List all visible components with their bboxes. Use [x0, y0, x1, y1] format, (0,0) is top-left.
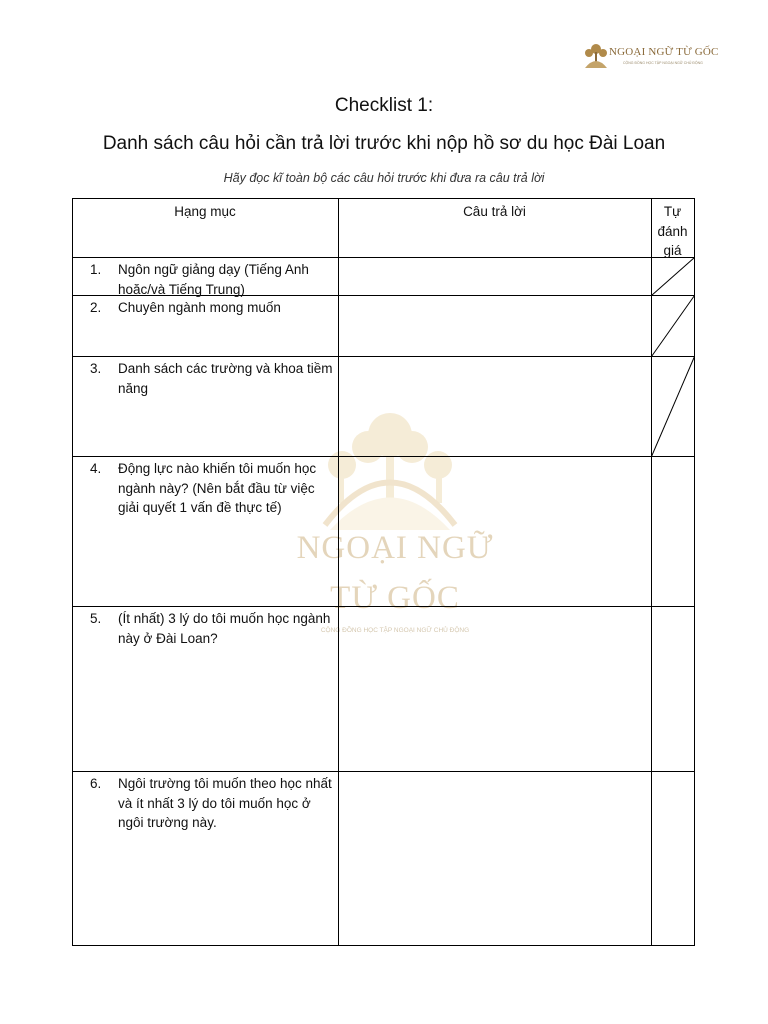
answer-cell[interactable] [339, 296, 651, 356]
row-number: 3. [90, 361, 102, 376]
row-question: Chuyên ngành mong muốn [118, 300, 281, 315]
watermark-line3: CỘNG ĐỒNG HỌC TẬP NGOẠI NGỮ CHỦ ĐỘNG [320, 627, 470, 634]
row-number: 1. [90, 262, 102, 277]
column-header-answer: Câu trả lời [463, 204, 526, 219]
self-assessment-cell[interactable] [652, 296, 694, 356]
page-title: Checklist 1: [334, 95, 434, 116]
page-subtitle: Danh sách câu hỏi cần trả lời trước khi nộp hồ sơ du học Đài Loan [102, 133, 666, 154]
column-header-item: Hạng mục [174, 204, 236, 219]
row-question: (Ít nhất) 3 lý do tôi muốn học ngành này ở Đài Loan? [118, 611, 331, 646]
row-number: 6. [90, 776, 102, 791]
self-assessment-cell[interactable] [652, 357, 694, 456]
answer-cell[interactable] [339, 357, 651, 456]
row-number: 5. [90, 611, 102, 626]
watermark-line1: NGOẠI NGỮ [296, 530, 494, 566]
instruction-note: Hãy đọc kĩ toàn bộ các câu hỏi trước khi đưa ra câu trả lời [223, 171, 545, 185]
answer-cell[interactable] [339, 607, 651, 771]
logo-title: NGOẠI NGỮ TỪ GỐC [609, 46, 719, 58]
self-assessment-cell[interactable] [652, 258, 694, 295]
column-header-self-assessment: Tự đánh giá [657, 204, 688, 258]
answer-cell[interactable] [339, 457, 651, 606]
tree-logo-icon [583, 42, 609, 70]
row-question: Động lực nào khiến tôi muốn học ngành này? (Nên bắt đầu từ việc giải quyết 1 vấn đề thực tế) [118, 461, 317, 515]
watermark-line2: TỪ GỐC [330, 580, 460, 616]
logo-subtitle: CỘNG ĐỒNG HỌC TẬP NGOẠI NGỮ CHỦ ĐỘNG [623, 61, 703, 65]
brand-logo [583, 42, 723, 72]
row-number: 4. [90, 461, 102, 476]
row-question: Ngôn ngữ giảng dạy (Tiếng Anh hoặc/và Tiếng Trung) [118, 262, 309, 297]
row-number: 2. [90, 300, 102, 315]
self-assessment-cell[interactable] [652, 772, 694, 945]
answer-cell[interactable] [339, 772, 651, 945]
self-assessment-cell[interactable] [652, 607, 694, 771]
row-question: Danh sách các trường và khoa tiềm năng [118, 361, 333, 396]
self-assessment-cell[interactable] [652, 457, 694, 606]
answer-cell[interactable] [339, 258, 651, 295]
row-question: Ngôi trường tôi muốn theo học nhất và ít nhất 3 lý do tôi muốn học ở ngôi trường này. [118, 776, 332, 830]
